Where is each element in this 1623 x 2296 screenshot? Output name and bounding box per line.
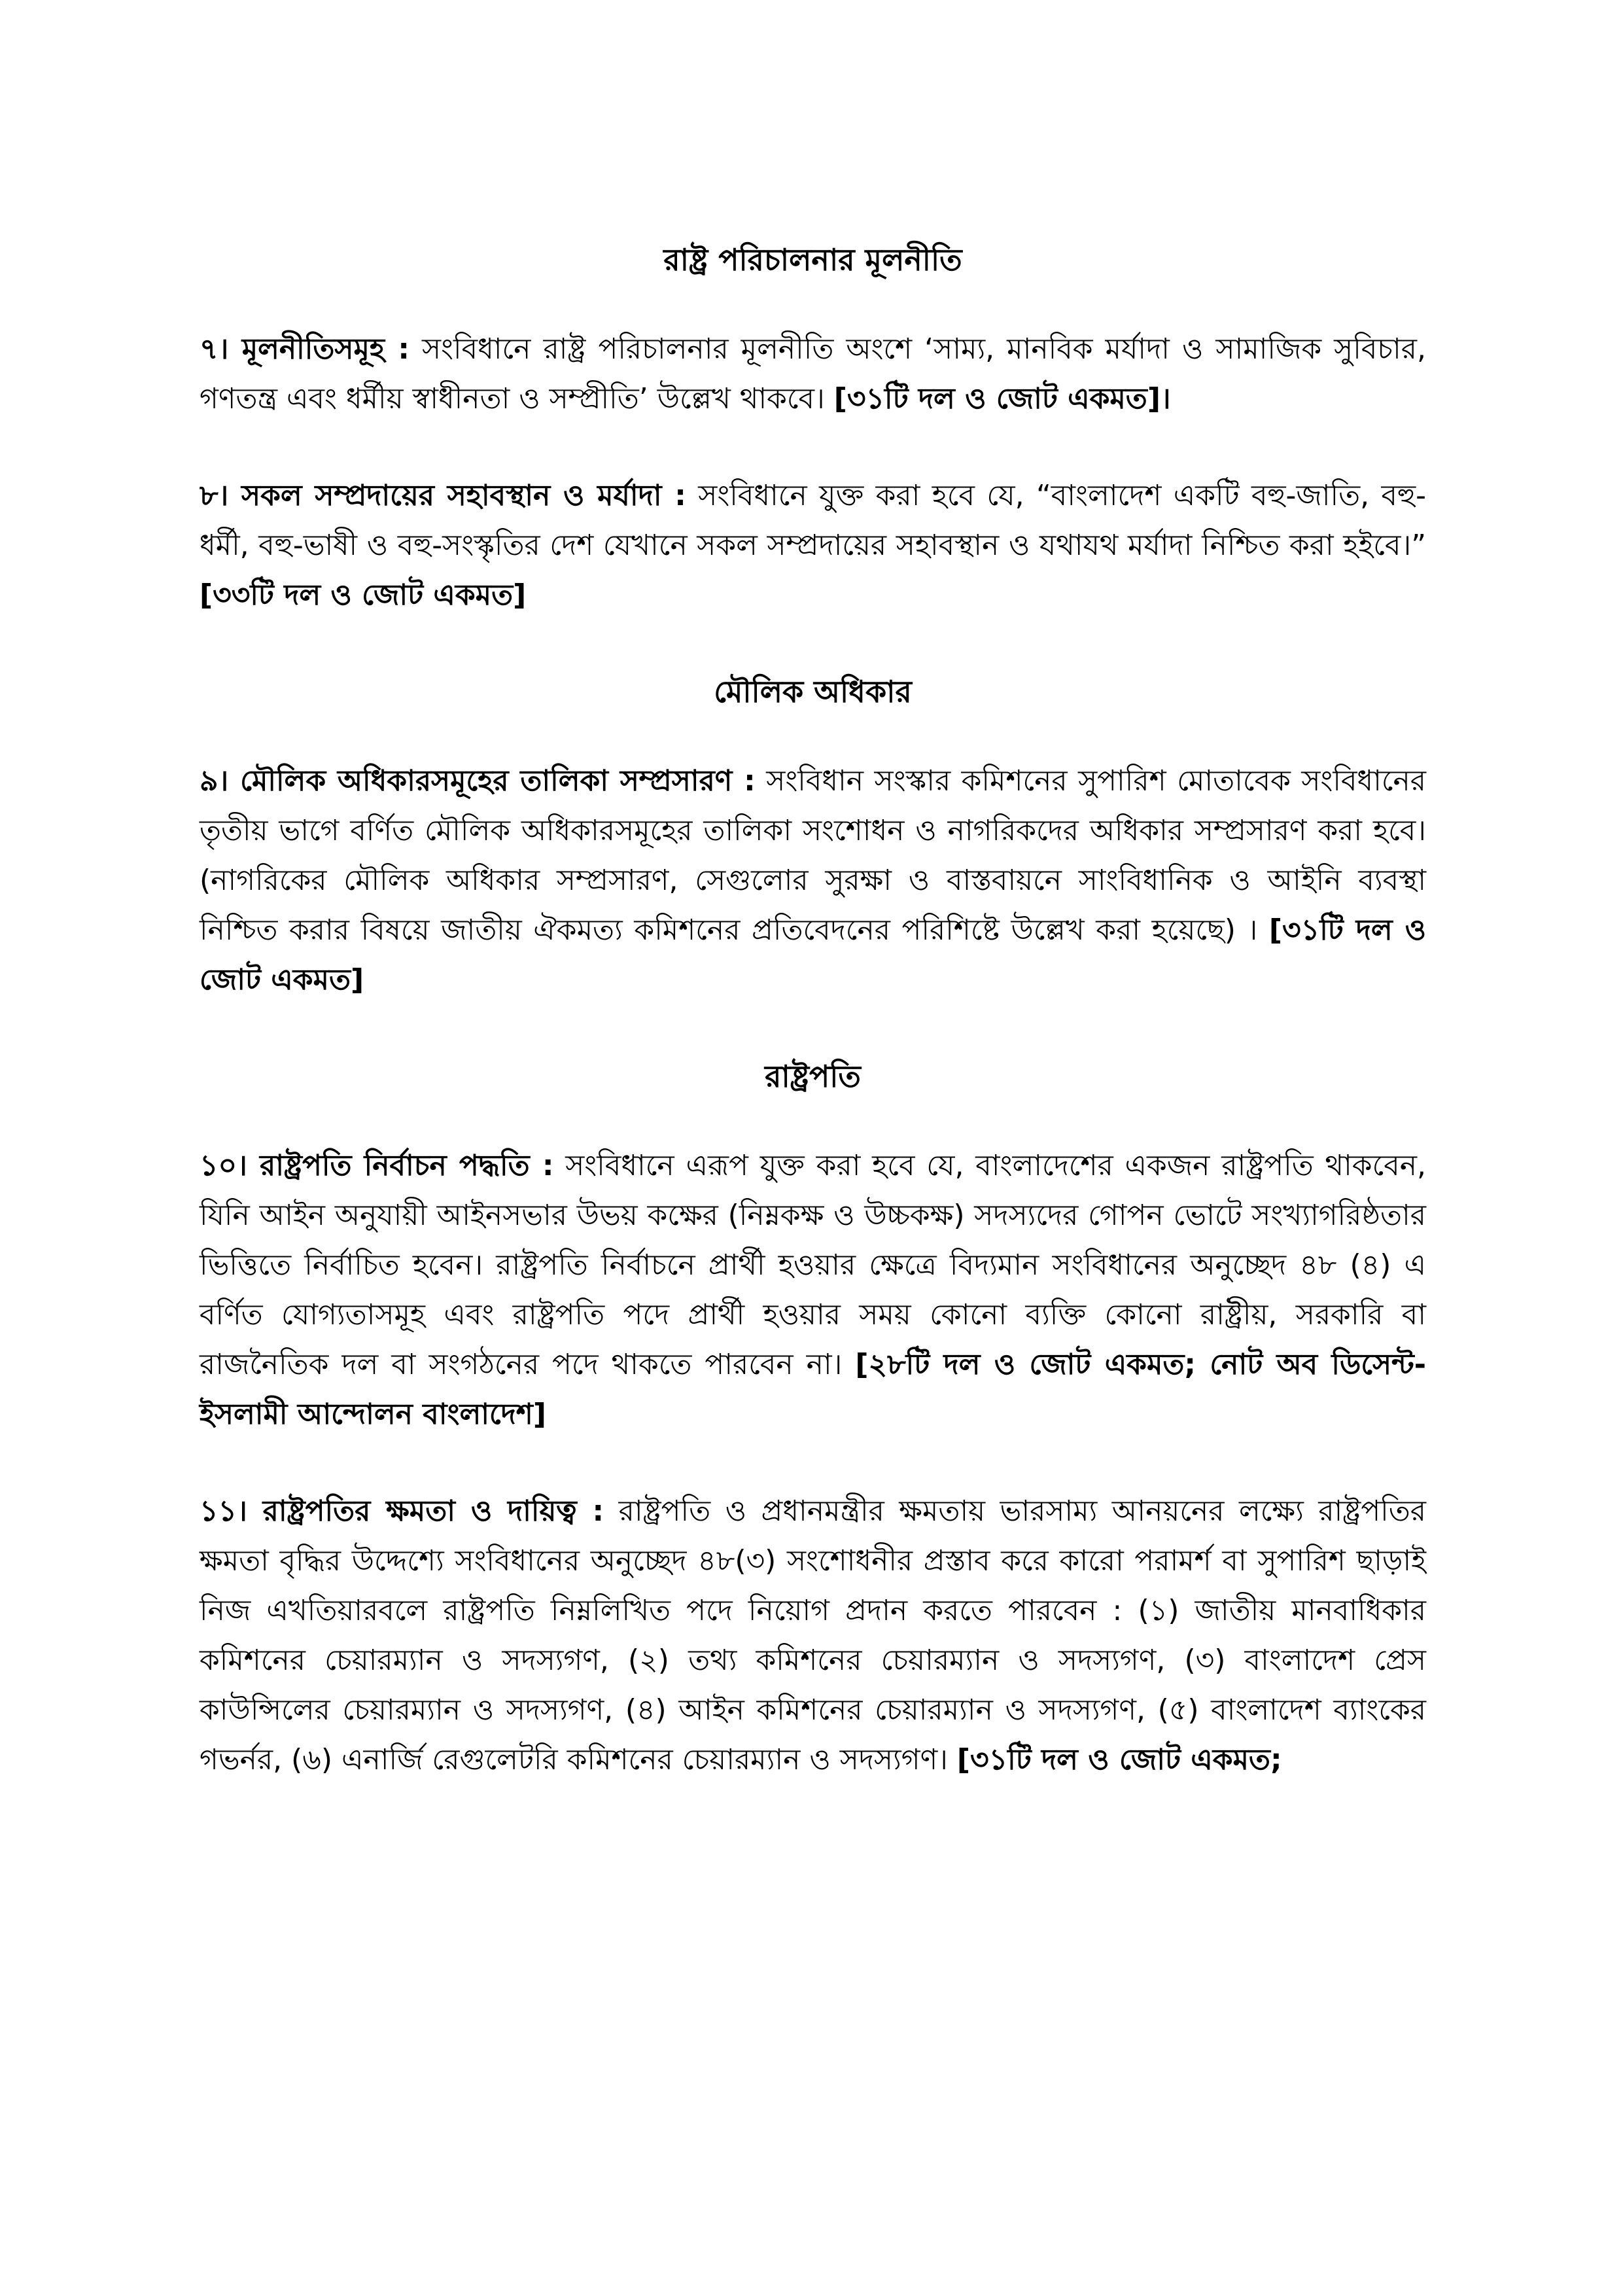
clause-10 [200, 1141, 1426, 1439]
clause-body: সংবিধানে এরূপ যুক্ত করা হবে যে, বাংলাদেশের একজন রাষ্ট্রপতি থাকবেন, যিনি আইন অনুযায়ী আইনসভার উভয় কক্ষের (নিম্নকক্ষ ও উচ্চকক্ষ) সদস্যদের গোপন ভোটে সংখ্যাগরিষ্ঠতার ভিত্তিতে নির্বাচিত হবেন। রাষ্ট্রপতি নির্বাচনে প্রার্থী হওয়ার ক্ষেত্রে বিদ্যমান সংবিধানের অনুচ্ছেদ ৪৮ (৪) এ বর্ণিত যোগ্যতাসমূহ এবং রাষ্ট্রপতি পদে প্রার্থী হওয়ার সময় কোনো ব্যক্তি কোনো রাষ্ট্রীয়, সরকারি বা রাজনৈতিক দল বা সংগঠনের পদে থাকতে পারবেন না। [200, 1149, 1426, 1381]
document-page [200, 236, 1426, 1785]
clause-7 [200, 325, 1426, 424]
section-heading: রাষ্ট্রপতি [765, 1059, 861, 1094]
clause-body: সংবিধানে যুক্ত করা হবে যে, “বাংলাদেশ একটি বহু-জাতি, বহু-ধর্মী, বহু-ভাষী ও বহু-সংস্কৃতির দেশ যেখানে সকল সম্প্রদায়ের সহাবস্থান ও যথাযথ মর্যাদা নিশ্চিত করা হইবে।” [200, 479, 1426, 562]
consensus-note: [৩৩টি দল ও জোট একমত] [200, 578, 527, 612]
clause-body: সংবিধান সংস্কার কমিশনের সুপারিশ মোতাবেক সংবিধানের তৃতীয় ভাগে বর্ণিত মৌলিক অধিকারসমূহের তালিকা সংশোধন ও নাগরিকদের অধিকার সম্প্রসারণ করা হবে। (নাগরিকের মৌলিক অধিকার সম্প্রসারণ, সেগুলোর সুরক্ষা ও বাস্তবায়নে সাংবিধানিক ও আইনি ব্যবস্থা নিশ্চিত করার বিষয়ে জাতীয় ঐকমত্য কমিশনের প্রতিবেদনের পরিশিষ্টে উল্লেখ করা হয়েছে) । [200, 764, 1426, 947]
consensus-note: [৩১টি দল ও জোট একমত] [200, 913, 1426, 997]
clause-title: ৭। মূলনীতিসমূহ : [200, 332, 410, 366]
clause-body: সংবিধানে রাষ্ট্র পরিচালনার মূলনীতি অংশে ‘সাম্য, মানবিক মর্যাদা ও সামাজিক সুবিচার, গণতন্ত্র এবং ধর্মীয় স্বাধীনতা ও সম্প্রীতি’ উল্লেখ থাকবে। [200, 332, 1427, 415]
clause-9 [200, 756, 1426, 1005]
section-heading: রাষ্ট্র পরিচালনার মূলনীতি [663, 242, 962, 277]
clause-title: ১০। রাষ্ট্রপতি নির্বাচন পদ্ধতি : [200, 1149, 554, 1182]
clause-title: ১১। রাষ্ট্রপতির ক্ষমতা ও দায়িত্ব : [200, 1494, 604, 1528]
clause-title: ৮। সকল সম্প্রদায়ের সহাবস্থান ও মর্যাদা : [200, 479, 686, 512]
clause-body: রাষ্ট্রপতি ও প্রধানমন্ত্রীর ক্ষমতায় ভারসাম্য আনয়নের লক্ষ্যে রাষ্ট্রপতির ক্ষমতা বৃদ্ধির উদ্দেশ্যে সংবিধানের অনুচ্ছেদ ৪৮(৩) সংশোধনীর প্রস্তাব করে কারো পরামর্শ বা সুপারিশ ছাড়াই নিজ এখতিয়ারবলে রাষ্ট্রপতি নিম্নলিখিত পদে নিয়োগ প্রদান করতে পারবেন : (১) জাতীয় মানবাধিকার কমিশনের চেয়ারম্যান ও সদস্যগণ, (২) তথ্য কমিশনের চেয়ারম্যান ও সদস্যগণ, (৩) বাংলাদেশ প্রেস কাউন্সিলের চেয়ারম্যান ও সদস্যগণ, (৪) আইন কমিশনের চেয়ারম্যান ও সদস্যগণ, (৫) বাংলাদেশ ব্যাংকের গভর্নর, (৬) এনার্জি রেগুলেটরি কমিশনের চেয়ারম্যান ও সদস্যগণ। [200, 1494, 1426, 1776]
section-heading: মৌলিক অধিকার [714, 674, 912, 709]
consensus-note: [৩১টি দল ও জোট একমত; [956, 1743, 1282, 1776]
consensus-note: [৩১টি দল ও জোট একমত]। [833, 382, 1171, 415]
clause-title: ৯। মৌলিক অধিকারসমূহের তালিকা সম্প্রসারণ : [200, 764, 756, 798]
clause-8 [200, 471, 1426, 620]
clause-11 [200, 1487, 1426, 1785]
consensus-note: [২৮টি দল ও জোট একমত; নোট অব ডিসেন্ট- ইসলামী আন্দোলন বাংলাদেশ] [200, 1348, 1426, 1431]
